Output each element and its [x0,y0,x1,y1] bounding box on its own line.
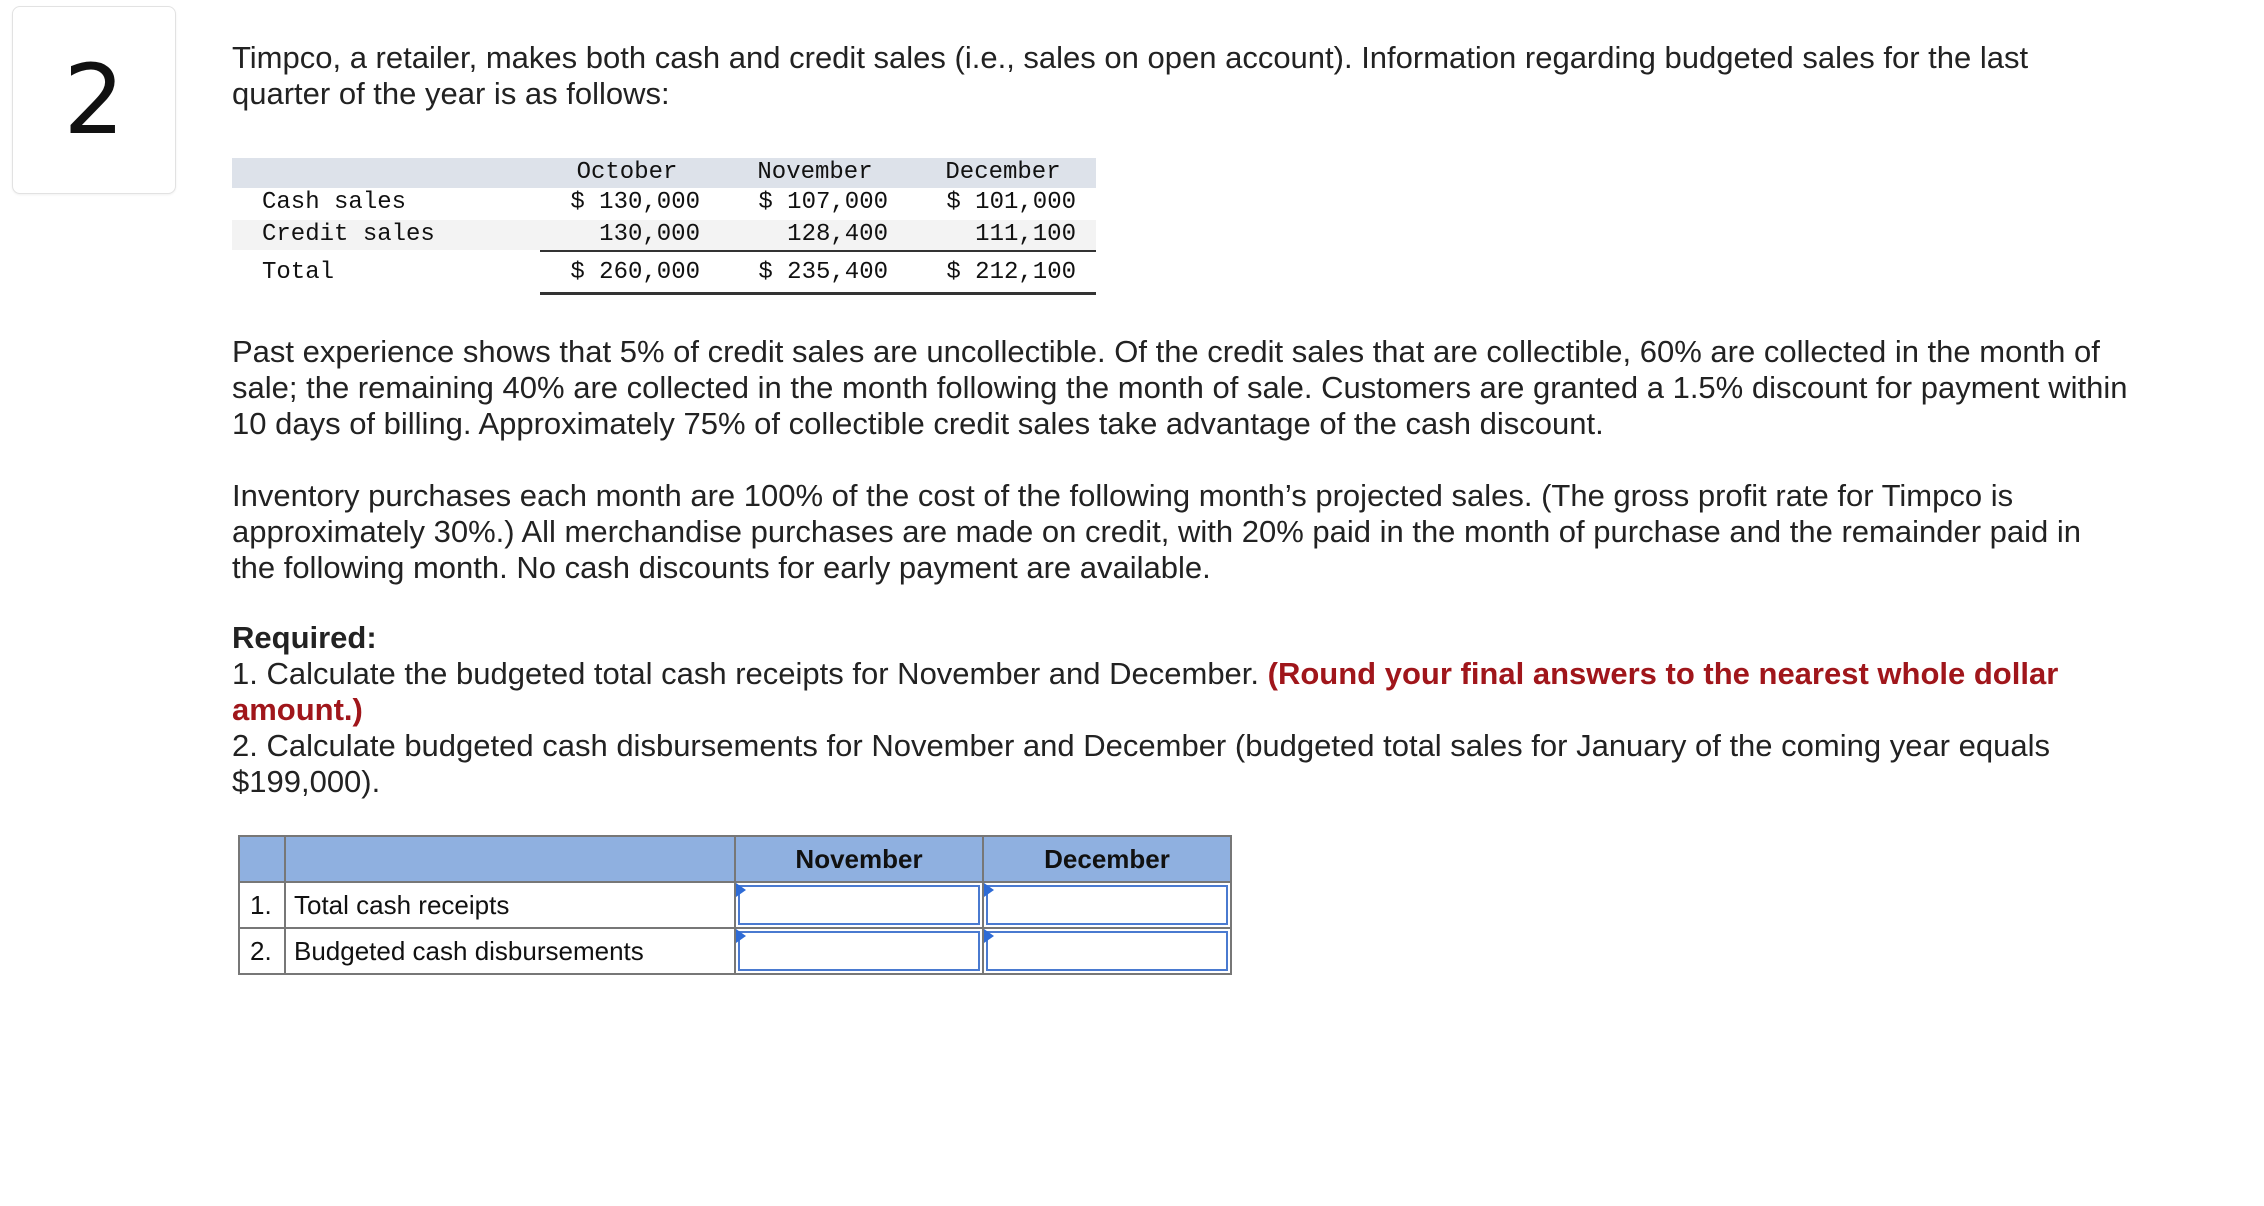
subtotal-underline [540,250,1096,252]
total-november: $ 235,400 [758,259,888,286]
row-number: 1. [239,882,285,928]
cash-receipts-december-input[interactable] [986,885,1228,925]
sales-table [232,158,1096,298]
cash-disbursements-december-input[interactable] [986,931,1228,971]
input-marker-icon [736,929,746,943]
credit-sales-november: 128,400 [787,221,888,248]
total-october: $ 260,000 [570,259,700,286]
required-section [232,620,2132,800]
header-december: December [983,836,1231,882]
input-marker-icon [984,929,994,943]
answer-row-cash-receipts [239,882,1231,928]
rounding-note: (Round your final answers to the nearest whole dollar amount.) [232,656,2059,727]
input-marker-icon [736,883,746,897]
required-item-1 [232,656,2132,728]
row-number: 2. [239,928,285,974]
credit-sales-october: 130,000 [599,221,700,248]
total-underline [540,292,1096,295]
row-label-total: Total [262,259,335,286]
row-label-credit-sales: Credit sales [262,221,435,248]
cash-disbursements-november-input[interactable] [738,931,980,971]
month-header-december: December [945,159,1061,186]
month-header-october: October [576,159,678,186]
cash-sales-december: $ 101,000 [946,189,1076,216]
answer-row-cash-disbursements [239,928,1231,974]
input-marker-icon [984,883,994,897]
total-december: $ 212,100 [946,259,1076,286]
cash-receipts-november-input[interactable] [738,885,980,925]
row-label: Total cash receipts [285,882,735,928]
header-blank-num [239,836,285,882]
required-item-2: 2. Calculate budgeted cash disbursements for November and December (budgeted total sales for January of the coming year equals $199,000). [232,728,2050,799]
header-blank-label [285,836,735,882]
cash-disbursements-november-cell [735,928,983,974]
question-content [232,40,2132,800]
header-november: November [735,836,983,882]
cash-sales-november: $ 107,000 [758,189,888,216]
inventory-paragraph: Inventory purchases each month are 100% of the cost of the following month’s projected sales. (The gross profit rate for Timpco is approximately 30%.) All merchandise purchases are made on credit, with 20% paid in the month of purchase and the remainder paid in the following month. No cash discounts for early payment are available. [232,478,2081,585]
row-label: Budgeted cash disbursements [285,928,735,974]
cash-receipts-december-cell [983,882,1231,928]
cash-disbursements-december-cell [983,928,1231,974]
question-number: 2 [12,6,176,194]
cash-sales-october: $ 130,000 [570,189,700,216]
required-title: Required: [232,620,377,655]
month-header-november: November [757,159,873,186]
required-item-1-text: 1. Calculate the budgeted total cash receipts for November and December. [232,656,1268,691]
cash-receipts-november-cell [735,882,983,928]
intro-text: Timpco, a retailer, makes both cash and credit sales (i.e., sales on open account). Information regarding budgeted sales for the last quarter of the year is as follows: [232,40,2029,111]
row-label-cash-sales: Cash sales [262,189,407,216]
answer-table [238,835,1232,975]
collection-paragraph: Past experience shows that 5% of credit sales are uncollectible. Of the credit sales that are collectible, 60% are collected in the month of sale; the remaining 40% are collected in the month following the month of sale. Customers are granted a 1.5% discount for payment within 10 days of billing. Approximately 75% of collectible credit sales take advantage of the cash discount. [232,334,2128,441]
credit-sales-december: 111,100 [975,221,1076,248]
answer-table-header [239,836,1231,882]
